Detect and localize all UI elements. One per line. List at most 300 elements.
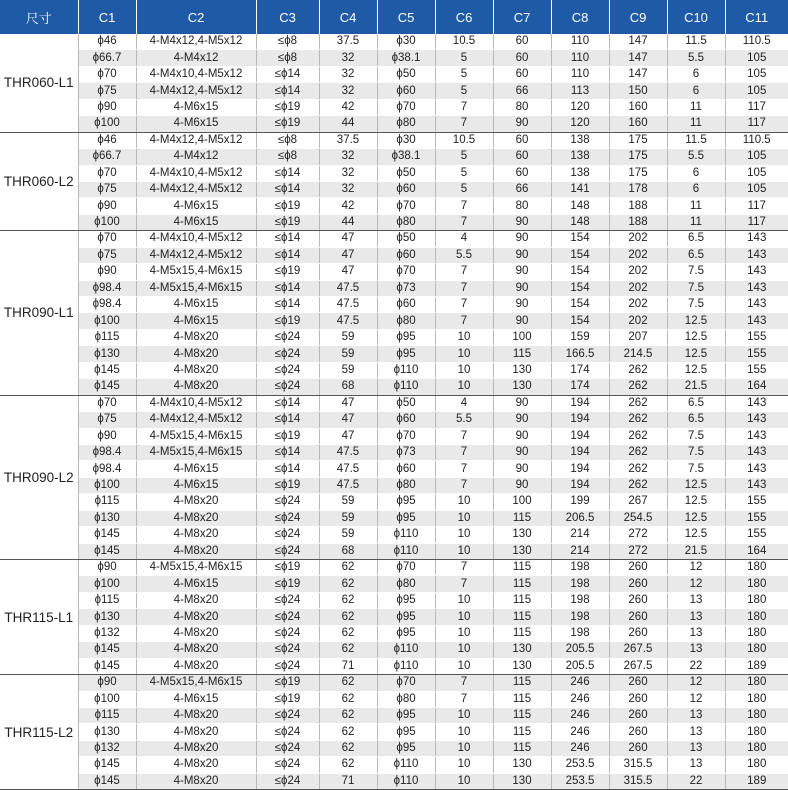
table-row: [0, 132, 788, 148]
cell-c6: 7: [435, 198, 493, 214]
cell-c3: ≤ϕ24: [256, 362, 319, 378]
cell-c3: ≤ϕ14: [256, 247, 319, 263]
cell-c10: 12: [667, 675, 725, 691]
cell-c8: 246: [551, 675, 609, 691]
cell-c6: 7: [435, 444, 493, 460]
table-row: [0, 675, 788, 691]
cell-c3: ≤ϕ8: [256, 149, 319, 165]
cell-c8: 194: [551, 412, 609, 428]
cell-c4: 62: [319, 724, 377, 740]
cell-c2: 4-M5x15,4-M6x15: [136, 264, 256, 280]
table-row: [0, 34, 788, 50]
cell-c2: 4-M8x20: [136, 740, 256, 756]
cell-c9: 260: [609, 724, 667, 740]
table-row: [0, 83, 788, 99]
cell-c2: 4-M8x20: [136, 642, 256, 658]
cell-c4: 62: [319, 642, 377, 658]
cell-c9: 267: [609, 494, 667, 510]
cell-c4: 47.5: [319, 444, 377, 460]
cell-c5: ϕ95: [377, 740, 435, 756]
cell-c7: 60: [493, 66, 551, 82]
cell-c4: 47.5: [319, 297, 377, 313]
cell-c1: ϕ90: [78, 428, 136, 444]
cell-c7: 60: [493, 132, 551, 148]
cell-c6: 5.5: [435, 412, 493, 428]
cell-c10: 6.5: [667, 412, 725, 428]
cell-c5: ϕ60: [377, 412, 435, 428]
cell-c9: 202: [609, 264, 667, 280]
cell-c5: ϕ60: [377, 181, 435, 197]
cell-c11: 180: [725, 707, 788, 723]
cell-c2: 4-M5x15,4-M6x15: [136, 280, 256, 296]
cell-c6: 5.5: [435, 247, 493, 263]
cell-c8: 214: [551, 527, 609, 543]
column-header-10: C10: [667, 0, 725, 34]
cell-c7: 100: [493, 329, 551, 345]
cell-c1: ϕ100: [78, 214, 136, 230]
cell-c4: 62: [319, 757, 377, 773]
cell-c4: 47.5: [319, 280, 377, 296]
cell-c10: 7.5: [667, 428, 725, 444]
cell-c11: 155: [725, 346, 788, 362]
cell-c5: ϕ70: [377, 264, 435, 280]
cell-c10: 7.5: [667, 444, 725, 460]
cell-c8: 194: [551, 461, 609, 477]
cell-c9: 202: [609, 247, 667, 263]
cell-c5: ϕ60: [377, 247, 435, 263]
cell-c8: 246: [551, 691, 609, 707]
cell-c10: 13: [667, 609, 725, 625]
cell-c8: 138: [551, 165, 609, 181]
column-header-9: C9: [609, 0, 667, 34]
cell-c5: ϕ70: [377, 99, 435, 115]
cell-c9: 262: [609, 444, 667, 460]
cell-c3: ≤ϕ24: [256, 494, 319, 510]
cell-c5: ϕ95: [377, 625, 435, 641]
cell-c4: 59: [319, 362, 377, 378]
cell-c5: ϕ80: [377, 313, 435, 329]
cell-c8: 154: [551, 264, 609, 280]
table-row: [0, 576, 788, 592]
cell-c3: ≤ϕ24: [256, 592, 319, 608]
cell-c2: 4-M8x20: [136, 757, 256, 773]
cell-c5: ϕ38.1: [377, 50, 435, 66]
cell-c11: 155: [725, 362, 788, 378]
cell-c1: ϕ70: [78, 395, 136, 411]
table-row: [0, 214, 788, 230]
cell-c7: 130: [493, 773, 551, 789]
cell-c7: 90: [493, 231, 551, 247]
cell-c11: 143: [725, 313, 788, 329]
cell-c4: 42: [319, 99, 377, 115]
column-header-2: C2: [136, 0, 256, 34]
cell-c10: 12: [667, 560, 725, 576]
cell-c2: 4-M4x10,4-M5x12: [136, 395, 256, 411]
cell-c8: 110: [551, 50, 609, 66]
cell-c7: 60: [493, 165, 551, 181]
cell-c6: 7: [435, 428, 493, 444]
cell-c5: ϕ70: [377, 675, 435, 691]
cell-c2: 4-M4x12,4-M5x12: [136, 83, 256, 99]
cell-c9: 260: [609, 609, 667, 625]
cell-c11: 143: [725, 477, 788, 493]
cell-c9: 160: [609, 116, 667, 132]
cell-c6: 7: [435, 461, 493, 477]
cell-c5: ϕ60: [377, 83, 435, 99]
cell-c10: 13: [667, 592, 725, 608]
cell-c5: ϕ30: [377, 34, 435, 50]
cell-c7: 90: [493, 461, 551, 477]
cell-c2: 4-M6x15: [136, 116, 256, 132]
cell-c11: 143: [725, 395, 788, 411]
cell-c7: 66: [493, 181, 551, 197]
table-row: [0, 264, 788, 280]
cell-c11: 180: [725, 740, 788, 756]
cell-c3: ≤ϕ14: [256, 165, 319, 181]
cell-c9: 147: [609, 50, 667, 66]
cell-c6: 10: [435, 346, 493, 362]
cell-c11: 180: [725, 675, 788, 691]
cell-c1: ϕ75: [78, 247, 136, 263]
column-header-4: C4: [319, 0, 377, 34]
cell-c5: ϕ110: [377, 379, 435, 395]
cell-c9: 267.5: [609, 642, 667, 658]
cell-c1: ϕ70: [78, 231, 136, 247]
cell-c5: ϕ110: [377, 527, 435, 543]
cell-c7: 90: [493, 247, 551, 263]
cell-c5: ϕ80: [377, 116, 435, 132]
cell-c10: 11.5: [667, 34, 725, 50]
cell-c7: 90: [493, 428, 551, 444]
cell-c3: ≤ϕ14: [256, 461, 319, 477]
cell-c5: ϕ70: [377, 428, 435, 444]
cell-c7: 60: [493, 50, 551, 66]
cell-c8: 141: [551, 181, 609, 197]
cell-c8: 198: [551, 592, 609, 608]
cell-c2: 4-M8x20: [136, 724, 256, 740]
cell-c4: 47: [319, 264, 377, 280]
cell-c6: 7: [435, 576, 493, 592]
cell-c9: 260: [609, 675, 667, 691]
cell-c3: ≤ϕ14: [256, 66, 319, 82]
cell-c5: ϕ95: [377, 494, 435, 510]
cell-c1: ϕ145: [78, 773, 136, 789]
table-row: [0, 362, 788, 378]
cell-c8: 154: [551, 231, 609, 247]
cell-c8: 148: [551, 214, 609, 230]
cell-c2: 4-M4x12: [136, 50, 256, 66]
cell-c8: 246: [551, 740, 609, 756]
table-row: [0, 707, 788, 723]
cell-c6: 5: [435, 83, 493, 99]
cell-c1: ϕ130: [78, 609, 136, 625]
cell-c5: ϕ50: [377, 231, 435, 247]
cell-c8: 194: [551, 395, 609, 411]
cell-c6: 10: [435, 329, 493, 345]
cell-c3: ≤ϕ24: [256, 773, 319, 789]
cell-c7: 115: [493, 346, 551, 362]
cell-c1: ϕ115: [78, 707, 136, 723]
cell-c11: 105: [725, 50, 788, 66]
cell-c7: 66: [493, 83, 551, 99]
cell-c10: 13: [667, 625, 725, 641]
model-group-label: THR115-L2: [0, 675, 78, 790]
cell-c5: ϕ110: [377, 362, 435, 378]
cell-c5: ϕ70: [377, 560, 435, 576]
cell-c2: 4-M8x20: [136, 543, 256, 559]
cell-c6: 10: [435, 625, 493, 641]
cell-c8: 174: [551, 362, 609, 378]
cell-c7: 115: [493, 609, 551, 625]
cell-c10: 6: [667, 165, 725, 181]
cell-c6: 7: [435, 560, 493, 576]
cell-c7: 60: [493, 149, 551, 165]
cell-c9: 262: [609, 428, 667, 444]
cell-c2: 4-M6x15: [136, 691, 256, 707]
cell-c2: 4-M5x15,4-M6x15: [136, 428, 256, 444]
cell-c9: 262: [609, 461, 667, 477]
cell-c3: ≤ϕ19: [256, 313, 319, 329]
cell-c4: 44: [319, 116, 377, 132]
cell-c8: 110: [551, 66, 609, 82]
cell-c2: 4-M4x12,4-M5x12: [136, 34, 256, 50]
cell-c9: 272: [609, 527, 667, 543]
cell-c10: 13: [667, 740, 725, 756]
cell-c1: ϕ145: [78, 362, 136, 378]
cell-c10: 12: [667, 576, 725, 592]
cell-c1: ϕ98.4: [78, 461, 136, 477]
cell-c5: ϕ80: [377, 214, 435, 230]
model-group-label: THR115-L1: [0, 560, 78, 675]
cell-c2: 4-M6x15: [136, 313, 256, 329]
cell-c10: 12.5: [667, 362, 725, 378]
model-group-label: THR090-L1: [0, 231, 78, 395]
cell-c1: ϕ100: [78, 477, 136, 493]
cell-c4: 47: [319, 247, 377, 263]
cell-c10: 6: [667, 66, 725, 82]
cell-c5: ϕ50: [377, 165, 435, 181]
cell-c1: ϕ66.7: [78, 149, 136, 165]
cell-c4: 47.5: [319, 477, 377, 493]
cell-c4: 59: [319, 329, 377, 345]
cell-c1: ϕ75: [78, 412, 136, 428]
cell-c4: 59: [319, 346, 377, 362]
cell-c5: ϕ50: [377, 66, 435, 82]
table-row: [0, 181, 788, 197]
cell-c11: 143: [725, 231, 788, 247]
cell-c9: 262: [609, 379, 667, 395]
cell-c10: 7.5: [667, 280, 725, 296]
cell-c7: 130: [493, 379, 551, 395]
cell-c3: ≤ϕ24: [256, 527, 319, 543]
column-header-1: C1: [78, 0, 136, 34]
cell-c4: 32: [319, 83, 377, 99]
cell-c2: 4-M6x15: [136, 198, 256, 214]
cell-c11: 105: [725, 181, 788, 197]
cell-c5: ϕ110: [377, 658, 435, 674]
cell-c11: 180: [725, 642, 788, 658]
cell-c4: 68: [319, 543, 377, 559]
cell-c2: 4-M6x15: [136, 576, 256, 592]
cell-c4: 62: [319, 740, 377, 756]
cell-c4: 47: [319, 395, 377, 411]
table-row: [0, 477, 788, 493]
cell-c4: 62: [319, 560, 377, 576]
cell-c7: 90: [493, 412, 551, 428]
cell-c1: ϕ90: [78, 675, 136, 691]
table-row: [0, 691, 788, 707]
cell-c4: 32: [319, 50, 377, 66]
cell-c9: 188: [609, 198, 667, 214]
cell-c7: 115: [493, 576, 551, 592]
cell-c8: 194: [551, 428, 609, 444]
cell-c11: 155: [725, 527, 788, 543]
cell-c10: 12: [667, 691, 725, 707]
cell-c4: 62: [319, 707, 377, 723]
cell-c6: 10: [435, 609, 493, 625]
column-header-0: 尺寸: [0, 0, 78, 34]
cell-c11: 180: [725, 592, 788, 608]
cell-c5: ϕ95: [377, 724, 435, 740]
cell-c6: 10: [435, 773, 493, 789]
table-row: [0, 395, 788, 411]
cell-c2: 4-M8x20: [136, 609, 256, 625]
cell-c9: 175: [609, 149, 667, 165]
cell-c9: 214.5: [609, 346, 667, 362]
cell-c2: 4-M8x20: [136, 658, 256, 674]
cell-c10: 7.5: [667, 297, 725, 313]
cell-c11: 189: [725, 658, 788, 674]
cell-c1: ϕ70: [78, 165, 136, 181]
cell-c10: 6: [667, 83, 725, 99]
cell-c7: 130: [493, 642, 551, 658]
cell-c8: 214: [551, 543, 609, 559]
cell-c2: 4-M6x15: [136, 297, 256, 313]
cell-c3: ≤ϕ19: [256, 675, 319, 691]
cell-c5: ϕ73: [377, 280, 435, 296]
cell-c11: 164: [725, 543, 788, 559]
cell-c10: 6.5: [667, 231, 725, 247]
cell-c1: ϕ132: [78, 740, 136, 756]
cell-c9: 272: [609, 543, 667, 559]
cell-c3: ≤ϕ19: [256, 477, 319, 493]
table-row: [0, 99, 788, 115]
cell-c10: 12.5: [667, 329, 725, 345]
cell-c10: 6: [667, 181, 725, 197]
cell-c1: ϕ98.4: [78, 297, 136, 313]
cell-c10: 12.5: [667, 313, 725, 329]
cell-c5: ϕ110: [377, 543, 435, 559]
cell-c10: 5.5: [667, 50, 725, 66]
cell-c2: 4-M8x20: [136, 592, 256, 608]
cell-c2: 4-M8x20: [136, 625, 256, 641]
cell-c5: ϕ95: [377, 346, 435, 362]
cell-c4: 47: [319, 231, 377, 247]
cell-c1: ϕ115: [78, 592, 136, 608]
cell-c4: 59: [319, 527, 377, 543]
table-body: [0, 34, 788, 790]
table-row: [0, 329, 788, 345]
cell-c2: 4-M4x12,4-M5x12: [136, 412, 256, 428]
cell-c6: 10: [435, 707, 493, 723]
cell-c4: 62: [319, 625, 377, 641]
cell-c6: 7: [435, 313, 493, 329]
cell-c1: ϕ98.4: [78, 444, 136, 460]
cell-c2: 4-M4x12: [136, 149, 256, 165]
cell-c8: 199: [551, 494, 609, 510]
cell-c3: ≤ϕ19: [256, 198, 319, 214]
cell-c8: 154: [551, 313, 609, 329]
table-row: [0, 543, 788, 559]
cell-c9: 188: [609, 214, 667, 230]
cell-c6: 10: [435, 757, 493, 773]
cell-c2: 4-M6x15: [136, 477, 256, 493]
cell-c7: 90: [493, 280, 551, 296]
cell-c1: ϕ145: [78, 543, 136, 559]
cell-c1: ϕ115: [78, 329, 136, 345]
cell-c10: 11.5: [667, 132, 725, 148]
cell-c8: 174: [551, 379, 609, 395]
cell-c9: 147: [609, 34, 667, 50]
cell-c7: 115: [493, 724, 551, 740]
cell-c9: 262: [609, 412, 667, 428]
cell-c7: 90: [493, 116, 551, 132]
cell-c9: 178: [609, 181, 667, 197]
cell-c3: ≤ϕ14: [256, 297, 319, 313]
table-row: [0, 165, 788, 181]
cell-c9: 260: [609, 560, 667, 576]
cell-c2: 4-M5x15,4-M6x15: [136, 675, 256, 691]
cell-c3: ≤ϕ19: [256, 99, 319, 115]
table-row: [0, 527, 788, 543]
cell-c8: 194: [551, 477, 609, 493]
cell-c2: 4-M8x20: [136, 362, 256, 378]
cell-c8: 154: [551, 280, 609, 296]
cell-c5: ϕ95: [377, 609, 435, 625]
cell-c3: ≤ϕ24: [256, 543, 319, 559]
cell-c8: 138: [551, 149, 609, 165]
cell-c3: ≤ϕ8: [256, 132, 319, 148]
cell-c11: 105: [725, 66, 788, 82]
cell-c3: ≤ϕ14: [256, 444, 319, 460]
cell-c2: 4-M4x12,4-M5x12: [136, 247, 256, 263]
cell-c11: 143: [725, 444, 788, 460]
cell-c3: ≤ϕ24: [256, 757, 319, 773]
cell-c2: 4-M4x10,4-M5x12: [136, 66, 256, 82]
cell-c8: 206.5: [551, 510, 609, 526]
cell-c7: 130: [493, 543, 551, 559]
cell-c8: 148: [551, 198, 609, 214]
cell-c9: 315.5: [609, 773, 667, 789]
cell-c8: 113: [551, 83, 609, 99]
cell-c10: 12.5: [667, 527, 725, 543]
cell-c4: 68: [319, 379, 377, 395]
cell-c5: ϕ80: [377, 477, 435, 493]
cell-c8: 246: [551, 707, 609, 723]
cell-c3: ≤ϕ14: [256, 231, 319, 247]
cell-c6: 7: [435, 264, 493, 280]
cell-c11: 105: [725, 165, 788, 181]
cell-c11: 180: [725, 609, 788, 625]
cell-c2: 4-M8x20: [136, 527, 256, 543]
cell-c11: 105: [725, 83, 788, 99]
cell-c5: ϕ73: [377, 444, 435, 460]
table-row: [0, 313, 788, 329]
table-row: [0, 428, 788, 444]
cell-c1: ϕ100: [78, 116, 136, 132]
cell-c10: 12.5: [667, 510, 725, 526]
cell-c11: 155: [725, 494, 788, 510]
